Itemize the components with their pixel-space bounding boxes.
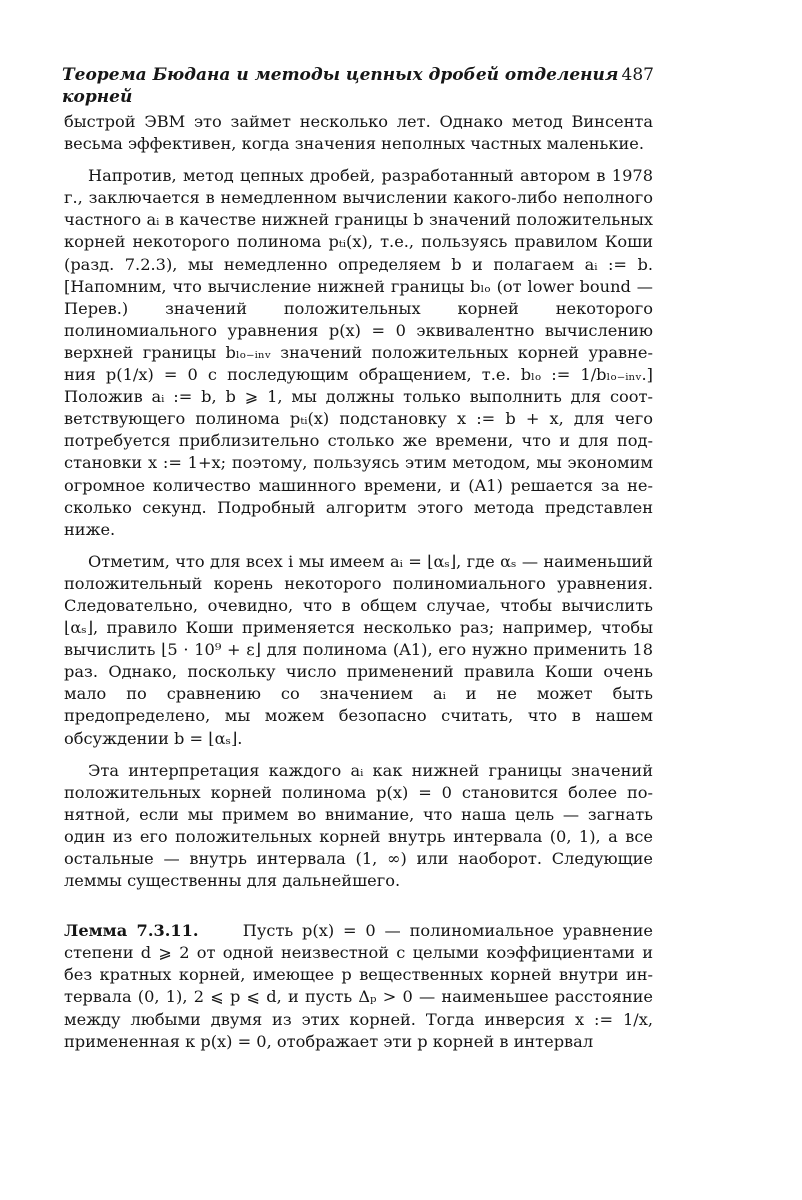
page-number: 487 — [621, 65, 654, 85]
running-title: Теорема Бюдана и методы цепных дробей отделения корней — [62, 65, 619, 107]
paragraph-continued-fractions-method: Напротив, метод цепных дробей, разработанный автором в 1978 г., заключается в немедленном вычислении какого-либо неполного частного aᵢ в качестве нижней границы b значений положительных корней некоторого полинома pₜᵢ(x), т.е., пользуясь правилом Коши (разд. 7.2.3), мы немедленно определяем b и полагаем aᵢ := b. [Напомним, что вычисление нижней границы bₗₒ (от lower bound — Перев.) значений положительных корней некоторого полиномиального уравнения p(x) = 0 эквивалентно вычислению верхней границы bₗₒ₋ᵢₙᵥ значений положительных корней уравнения p(1/x) = 0 с последующим обращением, т.е. bₗₒ := 1/bₗₒ₋ᵢₙᵥ.] Положив aᵢ := b, b ⩾ 1, мы должны только выполнить для соответствующего полинома pₜᵢ(x) подстановку x := b + x, для чего потребуется приблизительно столько же времени, что и для подстановки x := 1+x; поэтому, пользуясь этим методом, мы экономим огромное количество машинного времени, и (A1) решается за несколько секунд. Подробный алгоритм этого метода представлен ниже. — [64, 166, 653, 539]
paragraph-cauchy-rule: Отметим, что для всех i мы имеем aᵢ = ⌊αₛ⌋, где αₛ — наименьший положительный корень некоторого полиномиального уравнения. Следовательно, очевидно, что в общем случае, чтобы вычислить ⌊αₛ⌋, правило Коши применяется несколько раз; например, чтобы вычислить ⌊5 · 10⁹ + ε⌋ для полинома (A1), его нужно применить 18 раз. Однако, поскольку число применений правила Коши очень мало по сравнению со значением aᵢ и не может быть предопределено, мы можем безопасно считать, что в нашем обсуждении b = ⌊αₛ⌋. — [64, 551, 653, 748]
lemma-text: Пусть p(x) = 0 — полиномиальное уравнение степени d ⩾ 2 от одной неизвестной с целыми коэффициентами и без кратных корней, имеющее p вещественных корней внутри интервала (0, 1), 2 ⩽ p ⩽ d, и пусть Δₚ > 0 — наименьшее расстояние между любыми двумя из этих корней. Тогда инверсия x := 1/x, примененная к p(x) = 0, отображает эти p корней в интервал — [64, 921, 653, 1051]
paragraph-interpretation: Эта интерпретация каждого aᵢ как нижней границы значений положительных корней полинома p(x) = 0 становится более понятной, если мы примем во внимание, что наша цель — загнать один из его положительных корней внутрь интервала (0, 1), а все остальные — внутрь интервала (1, ∞) или наоборот. Следующие леммы существенны для дальнейшего. — [64, 760, 653, 891]
running-header — [62, 64, 654, 108]
lemma-label: Лемма 7.3.11. — [64, 921, 199, 941]
paragraph-continuation: быстрой ЭВМ это займет несколько лет. Однако метод Винсента весьма эффективен, когда значения неполных частных маленькие. — [64, 112, 653, 154]
body-text — [64, 111, 653, 1063]
lemma-statement — [64, 920, 653, 1053]
